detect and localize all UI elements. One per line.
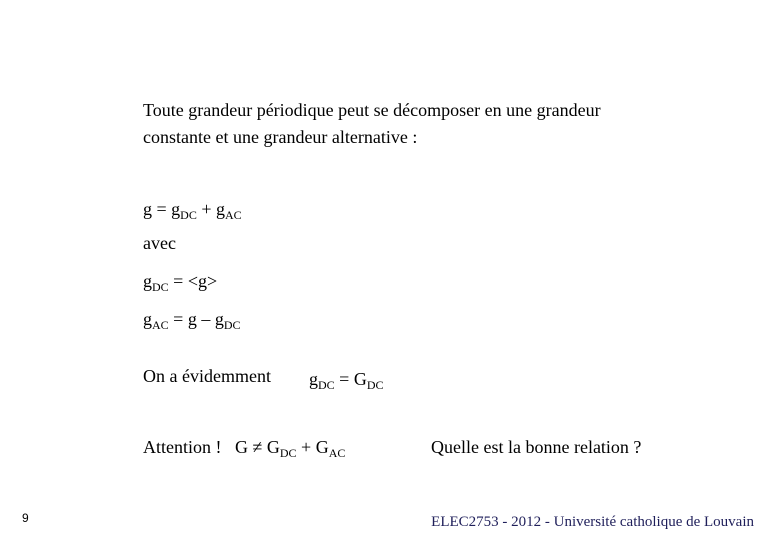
avec-label: avec <box>143 233 176 253</box>
attention-equation: Attention ! $G \ne G_{DC} + G_{AC}$ <box>143 437 346 460</box>
evidence-label: On a évidemment <box>143 366 271 386</box>
intro-line-2: constante et une grandeur alternative : <box>143 127 418 147</box>
page-number: 9 <box>22 511 29 525</box>
intro-text <box>143 97 601 151</box>
equation-decomposition: $g = g_{DC} + g_{AC}$ <box>143 199 242 222</box>
equation-evidence: $g_{DC} = G_{DC}$ <box>309 369 384 392</box>
footer-text: ELEC2753 - 2012 - Université catholique de Louvain <box>431 514 754 530</box>
equation-dc-component: $g_{DC} = <g>$ <box>143 271 218 294</box>
equation-ac-component: $g_{AC} = g - g_{DC}$ <box>143 309 241 332</box>
intro-line-1: Toute grandeur périodique peut se décomposer en une grandeur <box>143 100 601 120</box>
question-text: Quelle est la bonne relation ? <box>431 437 642 457</box>
